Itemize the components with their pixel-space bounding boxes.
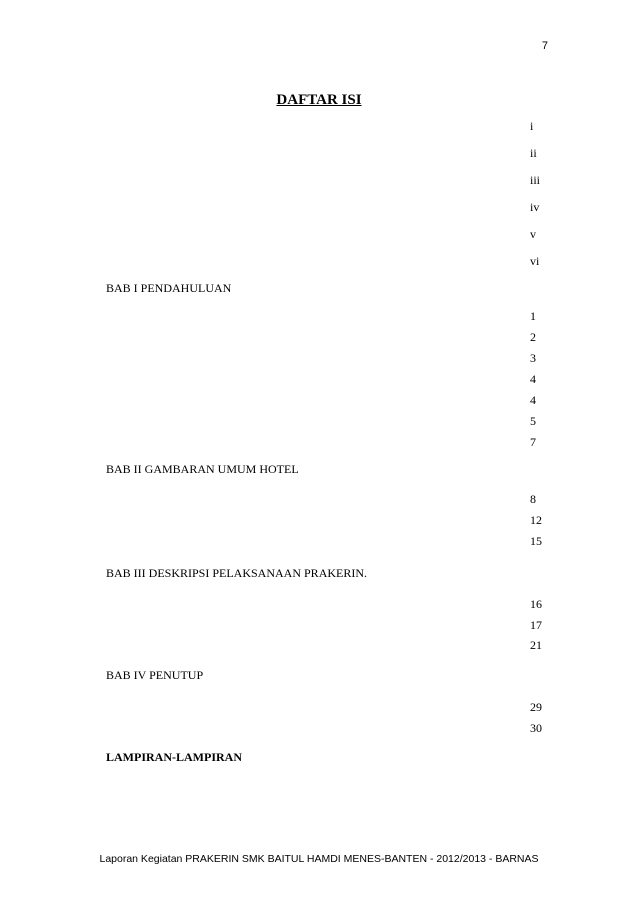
page-footer: Laporan Kegiatan PRAKERIN SMK BAITUL HAMDI MENES-BANTEN - 2012/2013 - BARNAS xyxy=(99,853,539,865)
toc-page: iv xyxy=(530,200,540,214)
toc-page: 8 xyxy=(530,492,536,506)
toc-page: iii xyxy=(530,173,541,187)
toc-page: 29 xyxy=(530,700,542,714)
toc-page: 2 xyxy=(530,330,536,344)
page-title: DAFTAR ISI xyxy=(276,92,362,108)
toc-page: i xyxy=(530,119,534,133)
lampiran-heading: LAMPIRAN-LAMPIRAN xyxy=(106,750,242,764)
toc-page: 4 xyxy=(530,393,536,407)
toc-page: 16 xyxy=(530,597,542,611)
toc-page: 12 xyxy=(530,513,542,527)
bab4-heading: BAB IV PENUTUP xyxy=(106,668,204,682)
toc-page: 17 xyxy=(530,618,542,632)
bab3-heading: BAB III DESKRIPSI PELAKSANAAN PRAKERIN. xyxy=(106,566,368,580)
toc-page: 5 xyxy=(530,414,536,428)
toc-page: 15 xyxy=(530,534,542,548)
toc-page: 30 xyxy=(530,721,542,735)
toc-page: 3 xyxy=(530,351,536,365)
toc-page: vi xyxy=(530,254,540,268)
toc-page: 21 xyxy=(530,638,542,652)
bab1-heading: BAB I PENDAHULUAN xyxy=(106,281,232,295)
toc-page: 7 xyxy=(530,435,536,449)
toc-page: ii xyxy=(530,146,537,160)
page-number: 7 xyxy=(541,40,548,52)
toc-page: 1 xyxy=(530,309,536,323)
toc-page: 4 xyxy=(530,372,536,386)
toc-page: v xyxy=(530,227,536,241)
bab2-heading: BAB II GAMBARAN UMUM HOTEL xyxy=(106,462,299,476)
